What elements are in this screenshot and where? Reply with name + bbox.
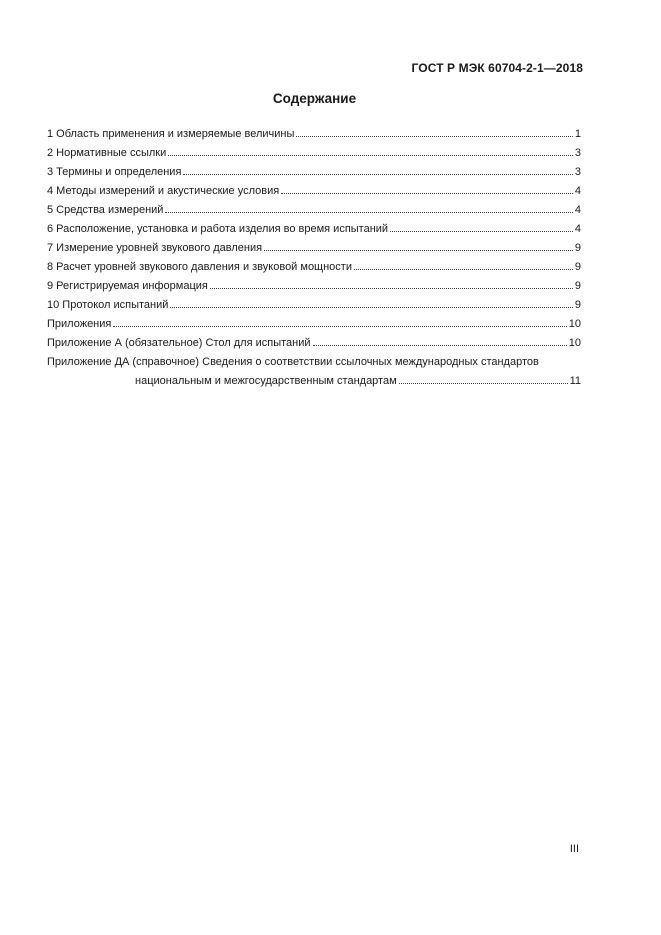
- standard-code: ГОСТ Р МЭК 60704-2-1—2018: [411, 61, 583, 75]
- toc-entry-label: 2 Нормативные ссылки: [47, 147, 167, 159]
- toc-entry-page: 9: [574, 299, 581, 311]
- toc-entry[interactable]: [47, 159, 581, 178]
- toc-entry[interactable]: [47, 197, 581, 216]
- toc-entry[interactable]: [47, 330, 581, 349]
- toc-entry[interactable]: [47, 216, 581, 235]
- toc-entry-page: 4: [574, 204, 581, 216]
- dot-leader: [264, 249, 573, 251]
- dot-leader: [354, 268, 573, 270]
- toc-entry-label: 3 Термины и определения: [47, 166, 182, 178]
- dot-leader: [168, 154, 573, 156]
- toc-entry-page: 4: [574, 223, 581, 235]
- toc-entry-page: 10: [568, 337, 581, 349]
- toc-entry[interactable]: [47, 140, 581, 159]
- toc-entry[interactable]: [47, 292, 581, 311]
- toc-entry-label: 10 Протокол испытаний: [47, 299, 169, 311]
- dot-leader: [210, 287, 573, 289]
- toc-entry-page: 9: [574, 280, 581, 292]
- toc-entry-label: 1 Область применения и измеряемые величины: [47, 128, 295, 140]
- toc-entry-multiline-continuation[interactable]: [47, 368, 581, 387]
- toc-entry[interactable]: [47, 178, 581, 197]
- dot-leader: [399, 382, 568, 384]
- toc-entry-page: 4: [574, 185, 581, 197]
- toc-entry-page: 9: [574, 242, 581, 254]
- toc-entry-label: Приложение А (обязательное) Стол для испытаний: [47, 337, 311, 349]
- page-number: III: [569, 843, 579, 855]
- dot-leader: [313, 344, 567, 346]
- toc-entry-label: 8 Расчет уровней звукового давления и звуковой мощности: [47, 261, 352, 273]
- toc-entry-label-continued: национальным и межгосударственным стандартам: [135, 375, 397, 387]
- toc-entry[interactable]: [47, 273, 581, 292]
- toc-entry-page: 3: [574, 147, 581, 159]
- table-of-contents: [47, 121, 581, 387]
- dot-leader: [183, 173, 572, 175]
- page-title-text: Содержание: [272, 91, 357, 106]
- dot-leader: [281, 192, 573, 194]
- toc-entry-label: 7 Измерение уровней звукового давления: [47, 242, 263, 254]
- toc-entry-label: Приложение ДА (справочное) Сведения о соответствии ссылочных международных стандартов: [47, 356, 539, 368]
- toc-entry-label: 4 Методы измерений и акустические условия: [47, 185, 280, 197]
- dot-leader: [113, 325, 566, 327]
- toc-entry-label: Приложения: [47, 318, 112, 330]
- page-title: [0, 91, 661, 106]
- dot-leader: [170, 306, 572, 308]
- toc-entry-page: 10: [568, 318, 581, 330]
- toc-entry[interactable]: [47, 311, 581, 330]
- toc-entry-multiline-first[interactable]: [47, 349, 581, 368]
- toc-entry-page: 11: [569, 375, 581, 387]
- dot-leader: [165, 211, 572, 213]
- toc-entry[interactable]: [47, 121, 581, 140]
- toc-entry-label: 6 Расположение, установка и работа изделия во время испытаний: [47, 223, 389, 235]
- toc-entry-page: 1: [574, 128, 581, 140]
- dot-leader: [390, 230, 573, 232]
- dot-leader: [296, 135, 572, 137]
- toc-entry[interactable]: [47, 235, 581, 254]
- toc-entry-label: 5 Средства измерений: [47, 204, 164, 216]
- toc-entry-label: 9 Регистрируемая информация: [47, 280, 208, 292]
- toc-entry-page: 9: [574, 261, 581, 273]
- toc-entry[interactable]: [47, 254, 581, 273]
- toc-entry-page: 3: [574, 166, 581, 178]
